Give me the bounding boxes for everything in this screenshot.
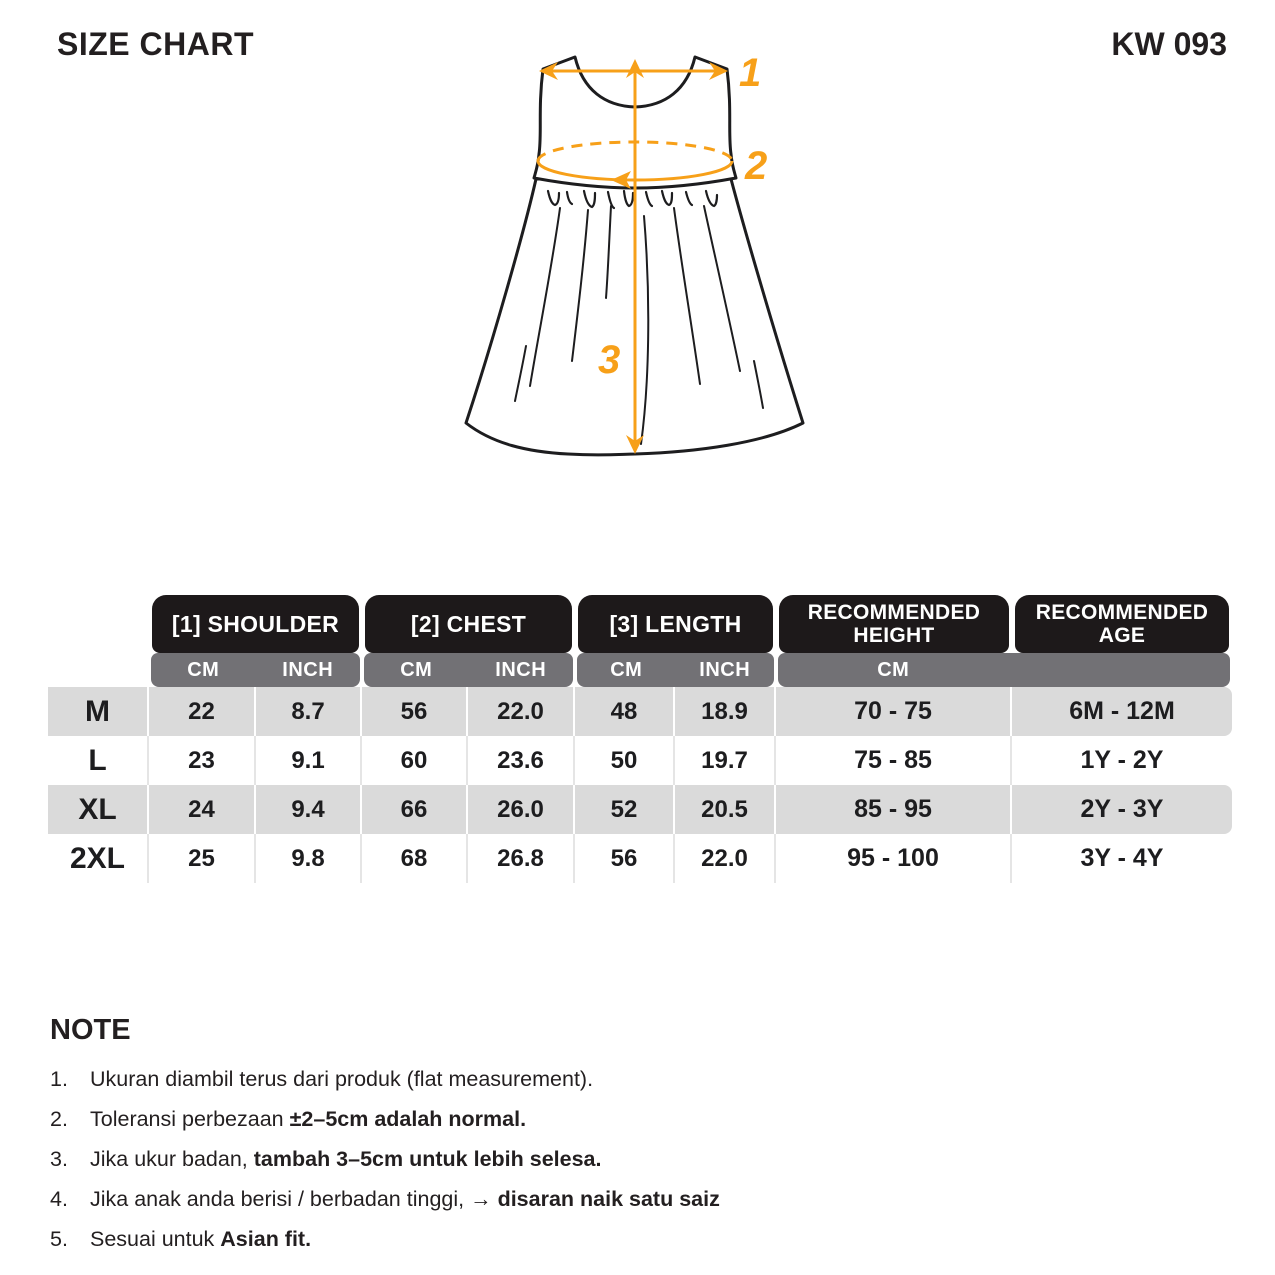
notes-section (50, 1014, 1220, 1267)
table-cell: 22.0 (468, 687, 575, 736)
unit-chest-inch: INCH (495, 658, 547, 681)
table-cell: 70 - 75 (776, 687, 1012, 736)
note-number: 2. (50, 1107, 68, 1131)
header-spacer (48, 595, 149, 653)
label-shoulder: 1 (739, 51, 762, 95)
table-cell: 56 (362, 687, 468, 736)
table-cell: 20.5 (675, 785, 776, 834)
note-number: 1. (50, 1067, 68, 1091)
note-item (50, 1067, 1220, 1092)
table-cell: 85 - 95 (776, 785, 1012, 834)
label-chest: 2 (745, 144, 768, 188)
col-header-age: RECOMMENDED AGE (1015, 595, 1229, 653)
table-cell: 9.1 (256, 736, 362, 785)
size-table (48, 595, 1232, 883)
note-number: 3. (50, 1147, 68, 1171)
note-text: Jika ukur badan, tambah 3–5cm untuk lebih selesa. (90, 1147, 602, 1171)
unit-shoulder-inch: INCH (282, 658, 334, 681)
table-cell: 19.7 (675, 736, 776, 785)
label-length: 3 (598, 338, 621, 382)
table-cell: 60 (362, 736, 468, 785)
unit-bar-shoulder (151, 653, 360, 687)
unit-spacer (48, 653, 149, 687)
note-item (50, 1187, 1220, 1212)
table-cell: 24 (149, 785, 256, 834)
table-cell: 2Y - 3Y (1012, 785, 1232, 834)
size-row-label: XL (48, 785, 149, 834)
table-cell: 9.8 (256, 834, 362, 883)
table-cell: 66 (362, 785, 468, 834)
table-cell: 26.0 (468, 785, 575, 834)
page-title: SIZE CHART (57, 26, 254, 62)
product-code: KW 093 (1111, 26, 1227, 62)
size-row-label: L (48, 736, 149, 785)
table-cell: 9.4 (256, 785, 362, 834)
unit-length-inch: INCH (699, 658, 751, 681)
table-cell: 48 (575, 687, 675, 736)
table-cell: 26.8 (468, 834, 575, 883)
unit-bar-height-age (778, 653, 1230, 687)
note-item (50, 1107, 1220, 1132)
note-text: Toleransi perbezaan ±2–5cm adalah normal. (90, 1107, 527, 1131)
col-header-height: RECOMMENDED HEIGHT (779, 595, 1009, 653)
note-item (50, 1227, 1220, 1252)
table-cell: 68 (362, 834, 468, 883)
table-cell: 6M - 12M (1012, 687, 1232, 736)
table-cell: 75 - 85 (776, 736, 1012, 785)
note-number: 4. (50, 1187, 68, 1211)
notes-list (50, 1067, 1220, 1252)
dress-diagram (448, 46, 830, 468)
table-cell: 56 (575, 834, 675, 883)
table-cell: 22.0 (675, 834, 776, 883)
table-cell: 3Y - 4Y (1080, 844, 1164, 872)
col-header-shoulder: [1] SHOULDER (152, 595, 359, 653)
note-text: Sesuai untuk Asian fit. (90, 1227, 312, 1251)
col-header-length: [3] LENGTH (578, 595, 773, 653)
unit-height-cm: CM (877, 658, 910, 681)
table-cell: 50 (575, 736, 675, 785)
size-row-label: 2XL (48, 834, 149, 883)
table-cell: 1Y - 2Y (1080, 746, 1164, 774)
notes-heading: NOTE (50, 1014, 131, 1046)
unit-bar-length (577, 653, 774, 687)
note-text: Jika anak anda berisi / berbadan tinggi, → disaran naik satu saiz (90, 1187, 720, 1211)
unit-bar-chest (364, 653, 573, 687)
table-cell: 52 (575, 785, 675, 834)
table-cell: 23 (149, 736, 256, 785)
note-item (50, 1147, 1220, 1172)
table-cell: 25 (149, 834, 256, 883)
table-cell: 22 (149, 687, 256, 736)
note-text: Ukuran diambil terus dari produk (flat measurement). (90, 1067, 594, 1091)
table-cell: 23.6 (468, 736, 575, 785)
size-row-label: M (48, 687, 149, 736)
col-header-chest: [2] CHEST (365, 595, 572, 653)
table-cell: 8.7 (256, 687, 362, 736)
table-cell: 95 - 100 (776, 834, 1012, 883)
table-cell: 18.9 (675, 687, 776, 736)
unit-shoulder-cm: CM (187, 658, 220, 681)
note-number: 5. (50, 1227, 68, 1251)
unit-chest-cm: CM (400, 658, 433, 681)
unit-length-cm: CM (610, 658, 643, 681)
